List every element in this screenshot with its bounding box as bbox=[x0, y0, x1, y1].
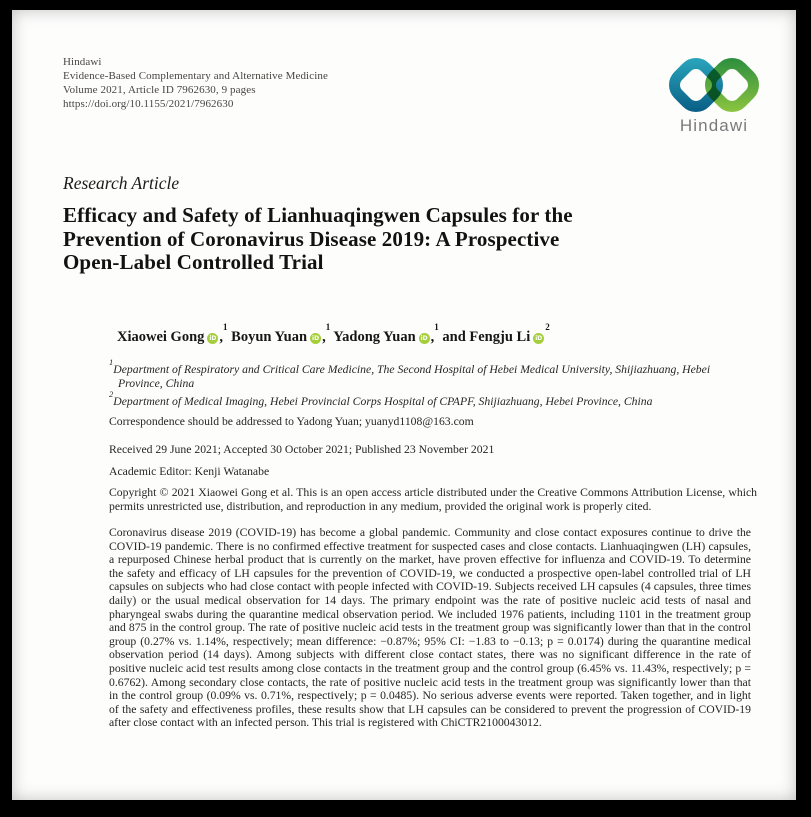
publisher-name: Hindawi bbox=[63, 56, 102, 68]
email-link[interactable]: yuanyd1108@163.com bbox=[365, 415, 474, 428]
author-affiliation-ref: 1 bbox=[434, 322, 439, 332]
academic-editor-line: Academic Editor: Kenji Watanabe bbox=[109, 465, 270, 478]
author-name: and Fengju Li bbox=[442, 328, 531, 345]
affiliation-item bbox=[109, 359, 721, 391]
title-line: Efficacy and Safety of Lianhuaqingwen Capsules for the bbox=[63, 203, 573, 227]
author-name: Xiaowei Gong bbox=[117, 328, 205, 345]
volume-line: Volume 2021, Article ID 7962630, 9 pages bbox=[63, 84, 256, 96]
journal-name: Evidence-Based Complementary and Alternative Medicine bbox=[63, 70, 328, 82]
orcid-icon[interactable]: iD bbox=[209, 334, 217, 342]
affiliation-text: Department of Respiratory and Critical Care Medicine, The Second Hospital of Hebei Medical University, Shijiazhuang, Hebei Province, China bbox=[113, 362, 711, 390]
correspondence-line bbox=[109, 415, 759, 429]
author-separator: , bbox=[430, 328, 435, 345]
journal-header bbox=[63, 55, 328, 111]
affiliation-number: 1 bbox=[109, 357, 114, 367]
authors-line bbox=[117, 322, 737, 346]
orcid-icon[interactable]: iD bbox=[420, 334, 428, 342]
hindawi-wordmark: Hindawi bbox=[679, 116, 749, 135]
title-line: Open-Label Controlled Trial bbox=[63, 250, 324, 274]
affiliation-text: Department of Medical Imaging, Hebei Provincial Corps Hospital of CPAPF, Shijiazhuang, Hebei Province, China bbox=[113, 394, 653, 408]
doi-link[interactable]: https://doi.org/10.1155/2021/7962630 bbox=[63, 98, 234, 110]
hindawi-logo-icon bbox=[668, 56, 760, 114]
orcid-icon[interactable]: iD bbox=[312, 334, 320, 342]
orcid-icon[interactable]: iD bbox=[535, 334, 543, 342]
author-affiliation-ref: 1 bbox=[223, 322, 228, 332]
dates-line: Received 29 June 2021; Accepted 30 October 2021; Published 23 November 2021 bbox=[109, 443, 495, 456]
author-name: Boyun Yuan bbox=[231, 328, 308, 345]
author bbox=[442, 322, 550, 345]
abstract-text: Coronavirus disease 2019 (COVID-19) has become a global pandemic. Community and close contact exposures continue to drive the COVID-19 pandemic. There is no confirmed effective treatment for suspected cases and close contacts. Lianhuaqingwen (LH) capsules, a repurposed Chinese herbal product that is currently on the market, have proven effective for influenza and COVID-19. To determine the safety and efficacy of LH capsules for the prevention of COVID-19, we conducted a prospective open-label controlled trial of LH capsules on subjects who had close contact with people infected with COVID-19. Subjects received LH capsules (4 capsules, three times daily) or the usual medical observation for 14 days. The primary endpoint was the rate of positive nucleic acid tests of nasal and pharyngeal swabs during the quarantine medical observation period. We included 1976 patients, including 1101 in the treatment group and 875 in the control group. The rate of positive nucleic acid tests in the treatment group was significantly lower than that in the control group (0.27% vs. 1.14%, respectively; mean difference: −0.87%; 95% CI: −1.83 to −0.13; p = 0.0174) during the quarantine medical observation period (14 days). Among subjects with different close contact states, there was no significant difference in the rate of positive nucleic acid test results among close contacts in the treatment group and the control group (6.45% vs. 11.43%, respectively; p = 0.6762). Among secondary close contacts, the rate of positive nucleic acid tests in the treatment group was significantly lower than that in the control group (0.09% vs. 0.71%, respectively; p = 0.0485). No serious adverse events were reported. Taken together, and in light of the safety and effectiveness profiles, these results show that LH capsules can be considered to prevent the progression of COVID-19 after close contact with an infected person. This trial is registered with ChiCTR2100043012. bbox=[109, 526, 751, 730]
author-affiliation-ref: 2 bbox=[545, 322, 550, 332]
author-separator: , bbox=[219, 328, 224, 345]
author bbox=[231, 322, 331, 345]
article-title bbox=[63, 204, 573, 275]
author bbox=[117, 322, 228, 345]
author-name: Yadong Yuan bbox=[333, 328, 416, 345]
affiliation-number: 2 bbox=[109, 388, 114, 399]
author-separator: , bbox=[322, 328, 326, 345]
author bbox=[333, 322, 439, 345]
hindawi-logo bbox=[664, 56, 764, 136]
author-affiliation-ref: 1 bbox=[325, 322, 331, 332]
correspondence-text: Correspondence should be addressed to Yadong Yuan; bbox=[109, 415, 365, 428]
article-page bbox=[12, 10, 796, 800]
title-line: Prevention of Coronavirus Disease 2019: A Prospective bbox=[63, 226, 560, 251]
article-type-label: Research Article bbox=[63, 173, 180, 193]
affiliation-item bbox=[109, 388, 721, 409]
copyright-text: Copyright © 2021 Xiaowei Gong et al. This is an open access article distributed under the Creative Commons Attribution License, which permits unrestricted use, distribution, and reproduction in any medium, provided the original work is properly cited. bbox=[109, 486, 757, 513]
affiliations bbox=[109, 359, 721, 409]
